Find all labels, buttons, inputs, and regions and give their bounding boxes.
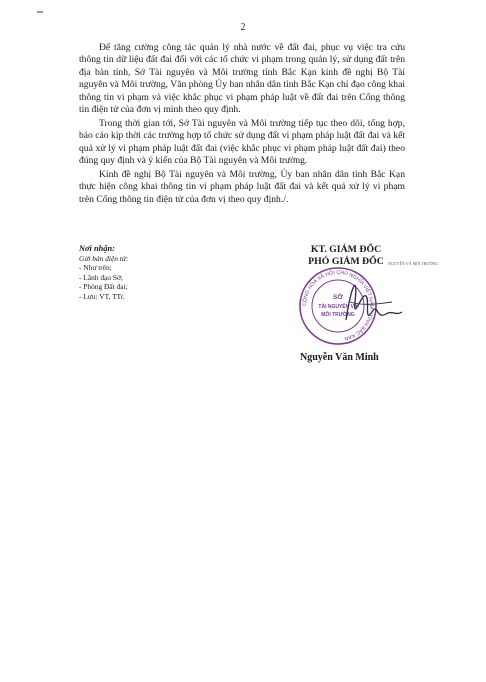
scan-mark [37, 11, 43, 13]
recipient-item: - Phòng Đất đai; [79, 282, 128, 292]
svg-text:MÔI TRƯỜNG: MÔI TRƯỜNG [321, 312, 355, 318]
page-number: 2 [240, 22, 246, 33]
svg-text:TÀI NGUYÊN VÀ: TÀI NGUYÊN VÀ [318, 304, 358, 310]
recipient-item: - Như trên; [79, 263, 112, 273]
stamp-edge-text: NGUYÊN VÀ MÔI TRƯỜNG [388, 261, 439, 266]
recipients-intro: Gửi bản điện tử: [79, 253, 129, 263]
recipients-title: Nơi nhận: [79, 244, 115, 253]
signer-name: Nguyễn Văn Minh [300, 352, 379, 363]
paragraph: Trong thời gian tới, Sở Tài nguyên và Môi trường tiếp tục theo dõi, tổng hợp, báo cáo kịp thời các trường hợp tổ chức sử dụng đất vi phạm pháp luật đất đai và kết quả xử lý vi phạm pháp luật đất đai (việc khắc phục vi phạm pháp luật đất đai) theo đúng quy định và ý kiến của Bộ Tài nguyên và Môi trường. [79, 117, 405, 167]
body-text [79, 42, 405, 208]
recipient-item: - Lưu: VT, TTr. [79, 291, 125, 301]
recipient-item: - Lãnh đạo Sở; [79, 272, 123, 282]
official-stamp-icon [292, 262, 404, 352]
signature-line-2: PHÓ GIÁM ĐỐC [308, 256, 384, 267]
paragraph: Để tăng cường công tác quản lý nhà nước về đất đai, phục vụ việc tra cứu thông tin dữ liệu đất đai đối với các tổ chức vi phạm trong quản lý, sử dụng đất trên địa bàn tỉnh, Sở Tài nguyên và Môi trường tỉnh Bắc Kạn kính đề nghị Bộ Tài nguyên và Môi trường, Văn phòng Ủy ban nhân dân tỉnh Bắc Kạn chỉ đạo công khai thông tin vi phạm và việc khắc phục vi phạm pháp luật về đất đai trên Cổng thông tin điện tử của đơn vị mình theo quy định. [79, 42, 405, 116]
recipients-list [79, 263, 229, 301]
paragraph: Kính đề nghị Bộ Tài nguyên và Môi trường, Ủy ban nhân dân tỉnh Bắc Kạn thực hiện công khai thông tin vi phạm pháp luật đất đai và kết quả xử lý vi phạm trên Cổng thông tin điện tử của đơn vị theo quy định./. [79, 169, 405, 205]
svg-text:SỞ: SỞ [333, 294, 343, 301]
signature-line-1: KT. GIÁM ĐỐC [310, 244, 382, 255]
recipients-block [79, 244, 229, 302]
svg-text:CỘNG HÒA XÃ HỘI CHỦ NGHĨA VIỆT: CỘNG HÒA XÃ HỘI CHỦ NGHĨA VIỆT NAM · TỈNH BẮC KẠN [301, 269, 375, 342]
